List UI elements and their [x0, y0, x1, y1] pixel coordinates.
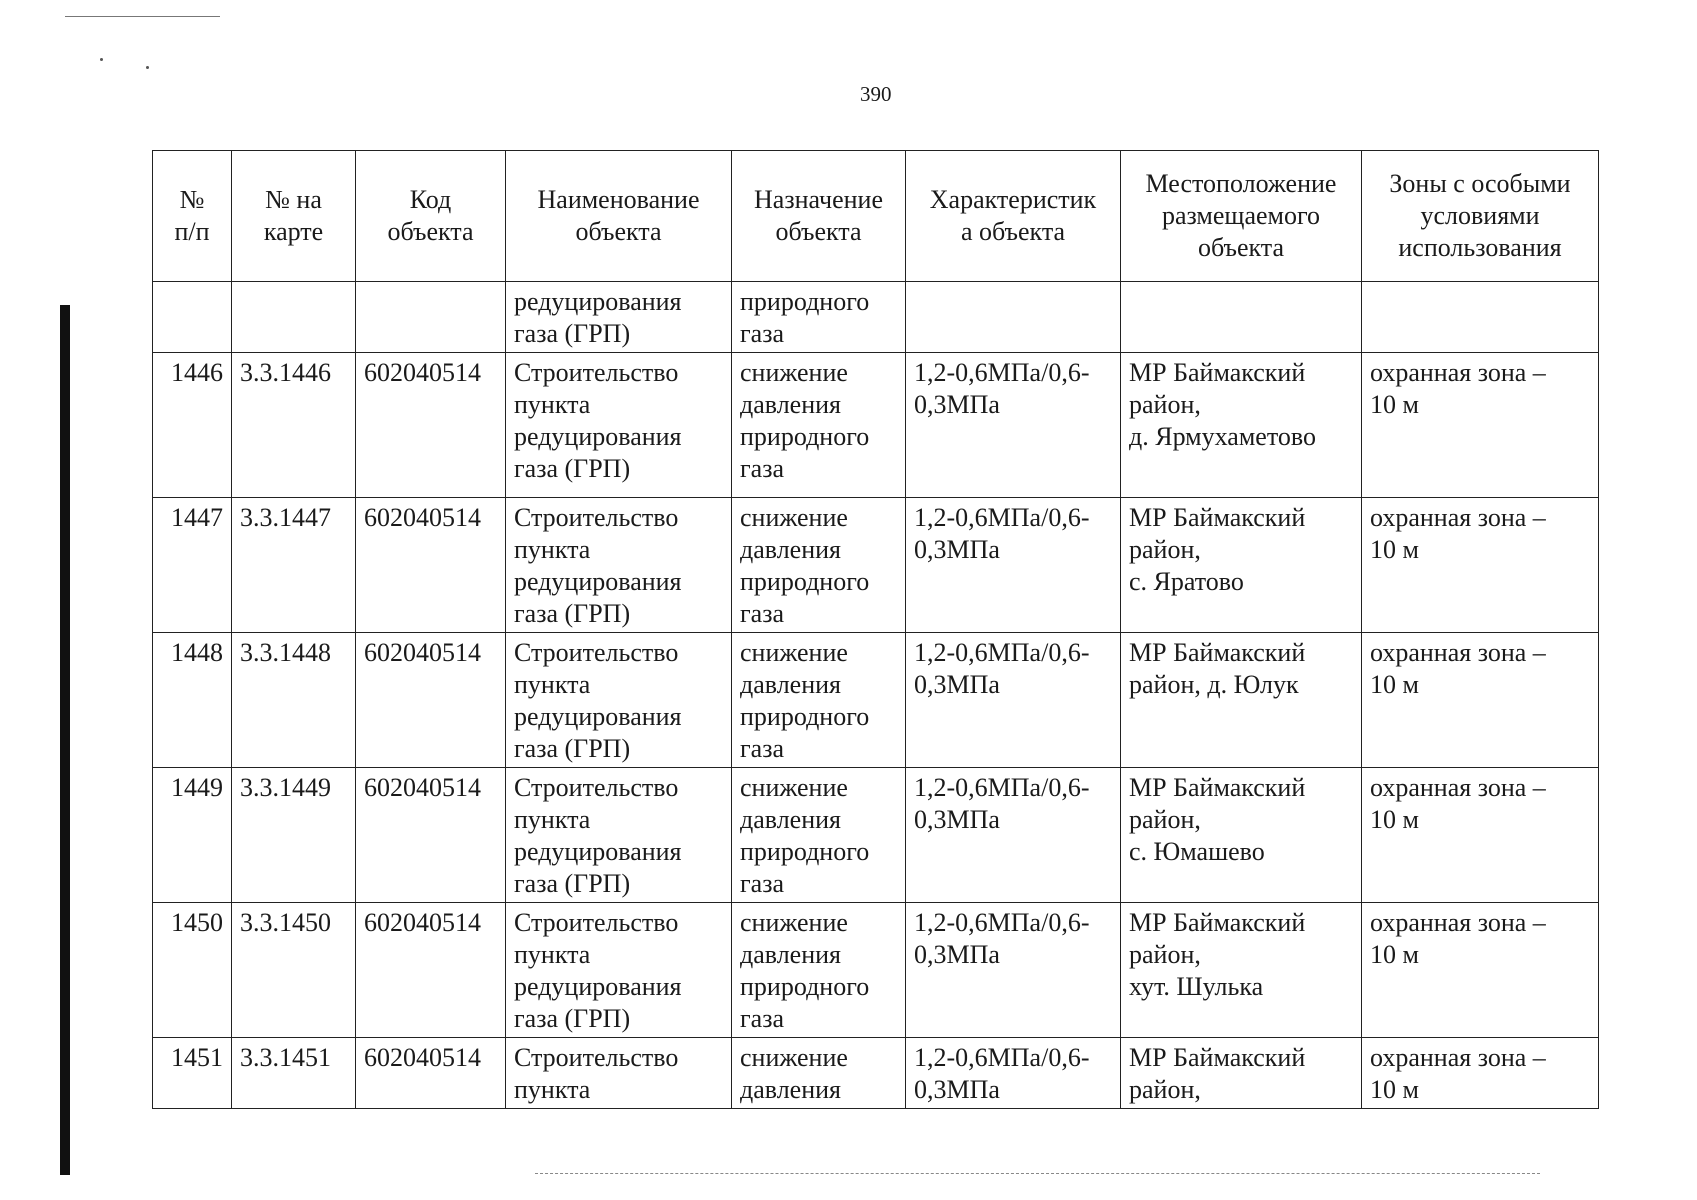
- cell-location: МР Баймакский район, хут. Шулька: [1121, 903, 1362, 1038]
- table-header-row: [153, 151, 1599, 282]
- cell-empty: [153, 282, 232, 353]
- cell-purpose: снижение давления природного газа: [732, 353, 906, 498]
- table-row: [153, 353, 1599, 498]
- cell-name: Строительство пункта редуцирования газа (ГРП): [506, 903, 732, 1038]
- table-row: [153, 1038, 1599, 1109]
- scan-top-rule: [65, 16, 220, 17]
- cell-map-number: 3.3.1448: [232, 633, 356, 768]
- cell-map-number: 3.3.1449: [232, 768, 356, 903]
- cell-map-number: 3.3.1451: [232, 1038, 356, 1109]
- cell-name: Строительство пункта: [506, 1038, 732, 1109]
- cell-location: МР Баймакский район, с. Яратово: [1121, 498, 1362, 633]
- cell-purpose: снижение давления природного газа: [732, 633, 906, 768]
- cell-row-number: 1447: [153, 498, 232, 633]
- table-row: [153, 903, 1599, 1038]
- cell-name: Строительство пункта редуцирования газа (ГРП): [506, 498, 732, 633]
- cell-object-code: 602040514: [356, 768, 506, 903]
- header-object-name: Наименование объекта: [506, 151, 732, 282]
- cell-characteristics: 1,2-0,6МПа/0,6- 0,3МПа: [906, 903, 1121, 1038]
- cell-characteristics: 1,2-0,6МПа/0,6- 0,3МПа: [906, 498, 1121, 633]
- cell-object-code: 602040514: [356, 903, 506, 1038]
- scan-bottom-rule: [535, 1173, 1540, 1175]
- cell-location: МР Баймакский район,: [1121, 1038, 1362, 1109]
- table-row: [153, 768, 1599, 903]
- cell-purpose: снижение давления природного газа: [732, 903, 906, 1038]
- scan-speck: [100, 58, 103, 61]
- cell-name: Строительство пункта редуцирования газа (ГРП): [506, 353, 732, 498]
- header-special-zones: Зоны с особыми условиями использования: [1362, 151, 1599, 282]
- cell-map-number: 3.3.1446: [232, 353, 356, 498]
- cell-row-number: 1451: [153, 1038, 232, 1109]
- cell-empty: [1362, 282, 1599, 353]
- cell-location: МР Баймакский район, д. Ярмухаметово: [1121, 353, 1362, 498]
- cell-zone: охранная зона – 10 м: [1362, 768, 1599, 903]
- table-row-continuation: [153, 282, 1599, 353]
- cell-row-number: 1449: [153, 768, 232, 903]
- cell-empty: [232, 282, 356, 353]
- cell-characteristics: 1,2-0,6МПа/0,6- 0,3МПа: [906, 633, 1121, 768]
- header-object-characteristics: Характеристик а объекта: [906, 151, 1121, 282]
- header-object-location: Местоположение размещаемого объекта: [1121, 151, 1362, 282]
- cell-map-number: 3.3.1447: [232, 498, 356, 633]
- cell-name: Строительство пункта редуцирования газа (ГРП): [506, 633, 732, 768]
- cell-object-code: 602040514: [356, 353, 506, 498]
- cell-map-number: 3.3.1450: [232, 903, 356, 1038]
- cell-zone: охранная зона – 10 м: [1362, 903, 1599, 1038]
- header-object-code: Код объекта: [356, 151, 506, 282]
- cell-object-code: 602040514: [356, 498, 506, 633]
- cell-row-number: 1450: [153, 903, 232, 1038]
- cell-purpose: снижение давления природного газа: [732, 498, 906, 633]
- cell-zone: охранная зона – 10 м: [1362, 633, 1599, 768]
- cell-purpose: снижение давления: [732, 1038, 906, 1109]
- cell-row-number: 1446: [153, 353, 232, 498]
- cell-object-code: 602040514: [356, 633, 506, 768]
- cell-row-number: 1448: [153, 633, 232, 768]
- table-row: [153, 498, 1599, 633]
- header-object-purpose: Назначение объекта: [732, 151, 906, 282]
- header-row-number: № п/п: [153, 151, 232, 282]
- header-map-number: № на карте: [232, 151, 356, 282]
- cell-empty: [1121, 282, 1362, 353]
- scan-edge-bar: [60, 305, 70, 1175]
- cell-characteristics: 1,2-0,6МПа/0,6- 0,3МПа: [906, 353, 1121, 498]
- page-number: 390: [860, 82, 892, 106]
- cell-object-code: 602040514: [356, 1038, 506, 1109]
- cell-name: Строительство пункта редуцирования газа (ГРП): [506, 768, 732, 903]
- cell-location: МР Баймакский район, с. Юмашево: [1121, 768, 1362, 903]
- cell-empty: [906, 282, 1121, 353]
- cell-purpose: снижение давления природного газа: [732, 768, 906, 903]
- cell-zone: охранная зона – 10 м: [1362, 1038, 1599, 1109]
- cell-name: редуцирования газа (ГРП): [506, 282, 732, 353]
- table-row: [153, 633, 1599, 768]
- cell-characteristics: 1,2-0,6МПа/0,6- 0,3МПа: [906, 1038, 1121, 1109]
- scan-speck: [146, 66, 149, 69]
- cell-zone: охранная зона – 10 м: [1362, 353, 1599, 498]
- cell-purpose: природного газа: [732, 282, 906, 353]
- cell-characteristics: 1,2-0,6МПа/0,6- 0,3МПа: [906, 768, 1121, 903]
- cell-empty: [356, 282, 506, 353]
- objects-table: [152, 150, 1599, 1109]
- cell-location: МР Баймакский район, д. Юлук: [1121, 633, 1362, 768]
- cell-zone: охранная зона – 10 м: [1362, 498, 1599, 633]
